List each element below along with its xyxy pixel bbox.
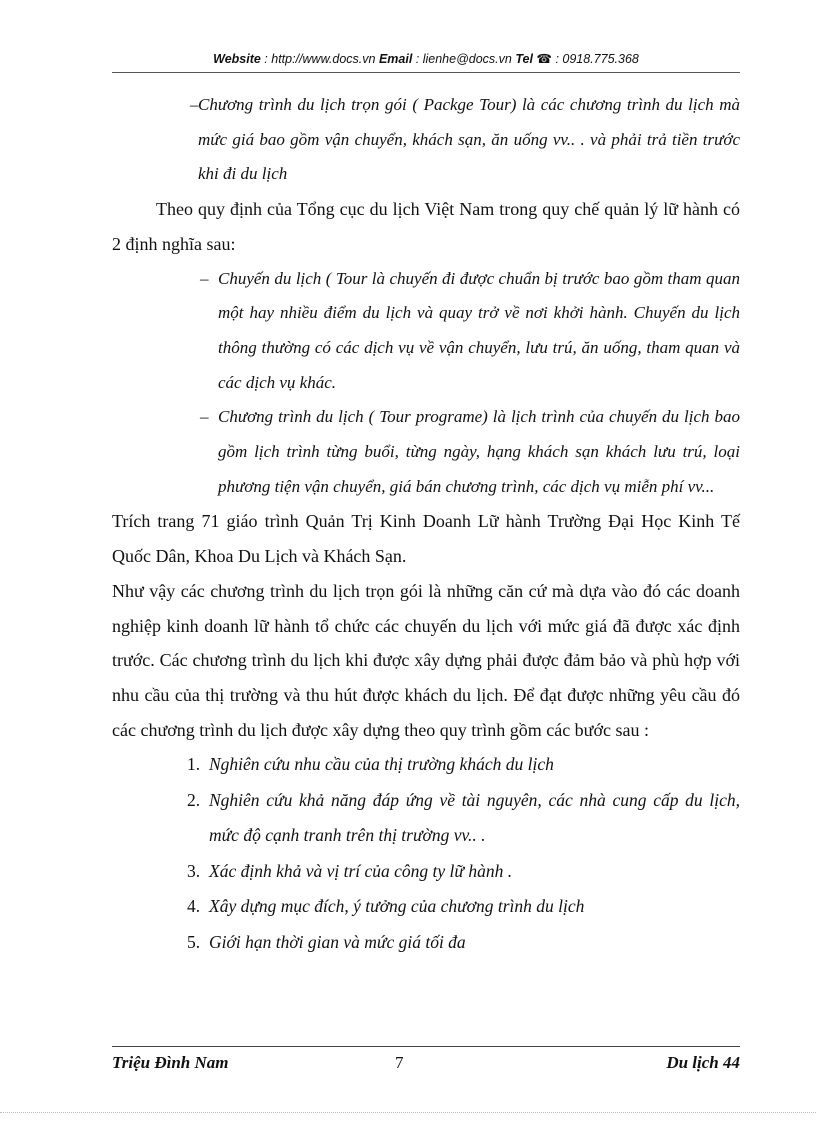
page-header: [112, 50, 740, 73]
list-item: [112, 925, 740, 961]
paragraph-citation: Trích trang 71 giáo trình Quản Trị Kinh Doanh Lữ hành Trường Đại Học Kinh Tế Quốc Dân, Khoa Du Lịch và Khách Sạn.: [112, 511, 740, 567]
page-footer: [112, 1046, 740, 1077]
document-body: [112, 88, 740, 960]
list-item: [112, 854, 740, 890]
tel-value: : 0918.775.368: [551, 52, 639, 66]
bullet-dash: –: [200, 268, 209, 288]
steps-list: [112, 747, 740, 960]
footer-class-name: Du lịch 44: [666, 1053, 740, 1072]
footer-author: Triệu Đình Nam: [112, 1053, 229, 1072]
bullet-text: Chương trình du lịch trọn gói ( Packge Tour) là các chương trình du lịch mà mức giá bao gồm vận chuyển, khách sạn, ăn uống vv.. . và phải trả tiền trước khi đi du lịch: [198, 95, 740, 184]
step-text: Giới hạn thời gian và mức giá tối đa: [209, 931, 466, 952]
page-number: 7: [395, 1053, 404, 1072]
list-item: [112, 889, 740, 925]
definition-bullet-list: [112, 262, 740, 505]
step-text: Nghiên cứu nhu cầu của thị trường khách du lịch: [209, 754, 554, 775]
step-text: Xây dựng mục đích, ý tưởng của chương trình du lịch: [209, 896, 585, 917]
tel-label: Tel ☎: [515, 52, 552, 66]
bullet-dash: –: [200, 407, 209, 427]
list-item: [112, 400, 740, 504]
email-value: : lienhe@docs.vn: [412, 52, 516, 66]
page-bottom-divider: [0, 1112, 816, 1113]
paragraph-definitions-intro: Theo quy định của Tổng cục du lịch Việt Nam trong quy chế quản lý lữ hành có 2 định nghĩa sau:: [112, 199, 740, 254]
email-label: Email: [378, 52, 413, 66]
paragraph-main: Như vậy các chương trình du lịch trọn gói là những căn cứ mà dựa vào đó các doanh nghiệp kinh doanh lữ hành tổ chức các chuyến du lịch với mức giá đã được xác định trước. Các chương trình du lịch khi được xây dựng phải được đảm bảo và phù hợp với nhu cầu của thị trường và thu hút được khách du lịch. Để đạt được những yêu cầu đó các chương trình du lịch được xây dựng theo quy trình gồm các bước sau :: [112, 580, 740, 740]
step-number: 4.: [187, 896, 201, 917]
step-number: 1.: [187, 754, 201, 775]
bullet-text: Chuyến du lịch ( Tour là chuyến đi được chuẩn bị trước bao gồm tham quan một hay nhiều điểm du lịch và quay trở về nơi khởi hành. Chuyến du lịch thông thường có các dịch vụ về vận chuyển, lưu trú, ăn uống, tham quan và các dịch vụ khác.: [218, 268, 740, 392]
website-value: : http://www.docs.vn: [260, 52, 379, 66]
step-number: 3.: [187, 860, 201, 881]
step-number: 5.: [187, 931, 201, 952]
step-text: Xác định khả và vị trí của công ty lữ hành .: [209, 860, 513, 881]
step-text: Nghiên cứu khả năng đáp ứng về tài nguyên, các nhà cung cấp du lịch, mức độ cạnh tranh trên thị trường vv.. .: [209, 789, 740, 846]
website-label: Website: [213, 52, 261, 66]
list-item: [112, 747, 740, 783]
step-number: 2.: [187, 789, 201, 810]
list-item: [112, 88, 740, 192]
list-item: [112, 262, 740, 401]
bullet-dash: –: [190, 95, 199, 114]
bullet-text: Chương trình du lịch ( Tour programe) là lịch trình của chuyến du lịch bao gồm lịch trình từng buổi, từng ngày, hạng khách sạn khách lưu trú, loại phương tiện vận chuyển, giá bán chương trình, các dịch vụ miễn phí vv...: [218, 407, 740, 496]
top-bullet-list: [112, 88, 740, 192]
list-item: [112, 783, 740, 854]
